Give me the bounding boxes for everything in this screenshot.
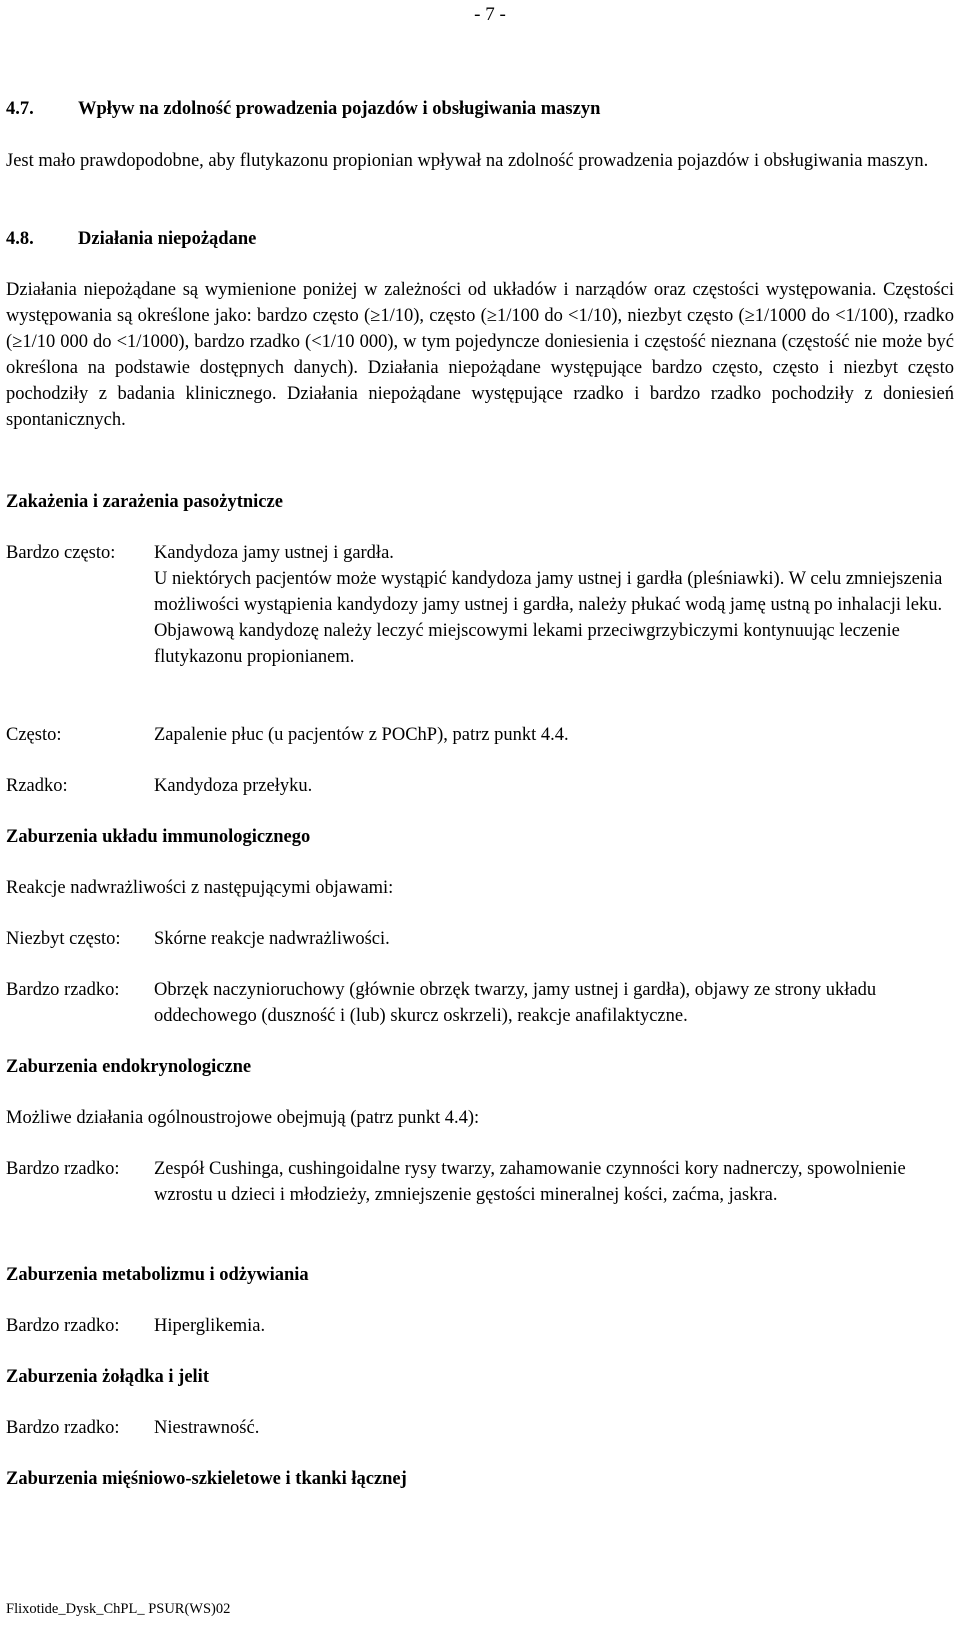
section-title: Wpływ na zdolność prowadzenia pojazdów i obsługiwania maszyn <box>78 99 601 119</box>
metabolism-heading: Zaburzenia metabolizmu i odżywiania <box>6 1265 309 1285</box>
endocrine-heading: Zaburzenia endokrynologiczne <box>6 1057 252 1077</box>
frequency-text: Zapalenie płuc (u pacjentów z POChP), patrz punkt 4.4. <box>154 725 569 745</box>
immune-very-rare-row <box>6 977 954 1029</box>
section-4-7-heading <box>6 96 954 122</box>
frequency-label: Często: <box>6 725 62 745</box>
frequency-text: Niestrawność. <box>154 1418 260 1438</box>
frequency-label: Bardzo rzadko: <box>6 980 120 1000</box>
frequency-text: Skórne reakcje nadwrażliwości. <box>154 929 390 949</box>
endocrine-very-rare-row <box>6 1156 954 1208</box>
immune-uncommon-row <box>6 926 954 952</box>
section-4-8-body: Działania niepożądane są wymienione poniżej w zależności od układów i narządów oraz częstości występowania. Częstości występowania są określone jako: bardzo często (≥1/10), często (≥1/100 do <1/10), niezbyt często (≥1/1000 do <1/100), rzadko (≥1/10 000 do <1/1000), bardzo rzadko (<1/10 000), w tym pojedyncze doniesienia i częstość nieznana (częstość nie może być określona na podstawie dostępnych danych). Działania niepożądane występujące bardzo często, często i niezbyt często pochodziły z badania klinicznego. Działania niepożądane występujące rzadko i bardzo rzadko pochodziły z doniesień spontanicznych. <box>6 280 954 430</box>
section-number: 4.8. <box>6 229 34 249</box>
immune-intro: Reakcje nadwrażliwości z następującymi objawami: <box>6 878 394 898</box>
infections-heading: Zakażenia i zarażenia pasożytnicze <box>6 492 283 512</box>
section-title: Działania niepożądane <box>78 229 257 249</box>
section-number: 4.7. <box>6 99 34 119</box>
frequency-detail: U niektórych pacjentów może wystąpić kandydoza jamy ustnej i gardła (pleśniawki). W celu zmniejszenia możliwości wystąpienia kandydozy jamy ustnej i gardła, należy płukać wodą jamę ustną po inhalacji leku. Objawową kandydozę należy leczyć miejscowymi lekami przeciwgrzybiczymi kontynuując leczenie flutykazonu propionianem. <box>154 569 943 667</box>
frequency-text: Kandydoza jamy ustnej i gardła. <box>154 543 394 563</box>
immune-heading: Zaburzenia układu immunologicznego <box>6 827 311 847</box>
frequency-label: Bardzo rzadko: <box>6 1316 120 1336</box>
document-footer: Flixotide_Dysk_ChPL_ PSUR(WS)02 <box>6 1601 231 1617</box>
infections-very-common-row <box>6 540 954 670</box>
endocrine-intro: Możliwe działania ogólnoustrojowe obejmują (patrz punkt 4.4): <box>6 1108 480 1128</box>
frequency-text: Hiperglikemia. <box>154 1316 266 1336</box>
page-number: - 7 - <box>474 4 506 25</box>
frequency-label: Niezbyt często: <box>6 929 121 949</box>
infections-common-row <box>6 722 954 748</box>
frequency-label: Bardzo często: <box>6 543 116 563</box>
musculoskeletal-heading: Zaburzenia mięśniowo-szkieletowe i tkanki łącznej <box>6 1469 407 1489</box>
frequency-text: Zespół Cushinga, cushingoidalne rysy twarzy, zahamowanie czynności kory nadnerczy, spowolnienie wzrostu u dzieci i młodzieży, zmniejszenie gęstości mineralnej kości, zaćma, jaskra. <box>154 1159 906 1205</box>
frequency-text: Obrzęk naczynioruchowy (głównie obrzęk twarzy, jamy ustnej i gardła), objawy ze strony układu oddechowego (duszność i (lub) skurcz oskrzeli), reakcje anafilaktyczne. <box>154 980 877 1026</box>
gi-very-rare-row <box>6 1415 954 1441</box>
infections-rare-row <box>6 773 954 799</box>
section-4-8-heading <box>6 226 954 252</box>
frequency-label: Bardzo rzadko: <box>6 1159 120 1179</box>
frequency-label: Bardzo rzadko: <box>6 1418 120 1438</box>
frequency-text: Kandydoza przełyku. <box>154 776 313 796</box>
gi-heading: Zaburzenia żołądka i jelit <box>6 1367 209 1387</box>
frequency-label: Rzadko: <box>6 776 68 796</box>
section-4-7-body: Jest mało prawdopodobne, aby flutykazonu propionian wpływał na zdolność prowadzenia pojazdów i obsługiwania maszyn. <box>6 151 929 171</box>
metabolism-very-rare-row <box>6 1313 954 1339</box>
